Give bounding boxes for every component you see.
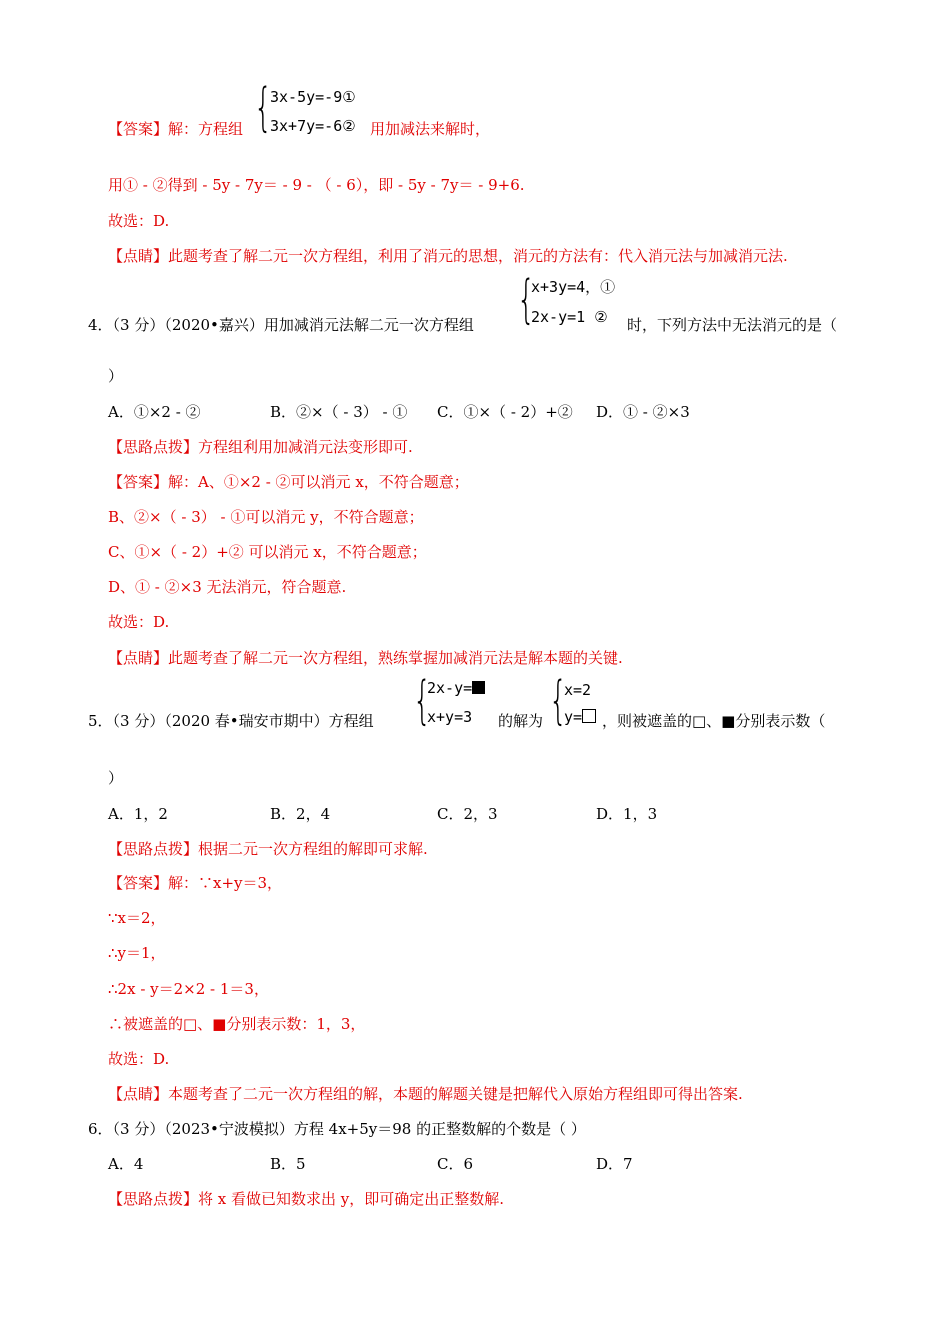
q5-answer-3: ∴y＝1， [108,944,166,962]
q5-equation-2: x+y=3 [427,708,473,726]
covered-square-filled [472,681,485,694]
q4-option-a: A．①×2 - ② [108,403,201,421]
q5-equation-1-text: 2x-y= [427,679,473,697]
q5-stem-close: ） [108,769,124,787]
q4-option-c: C．①×（ - 2）+② [437,403,573,421]
q5-solution-y [564,709,596,726]
q4-answer-d: D、① - ②×3 无法消元，符合题意. [108,578,347,596]
q5-solution-brace: { [549,671,568,731]
q3-comment: 【点睛】此题考查了解二元一次方程组，利用了消元的思想，消元的方法有：代入消元法与加减消元法. [108,247,788,265]
q6-stem: 6．（3 分）（2023•宁波模拟）方程 4x+5y＝98 的正整数解的个数是（ ） [88,1120,586,1138]
q6-hint: 【思路点拨】将 x 看做已知数求出 y，即可确定出正整数解. [108,1190,505,1208]
q4-answer-a: 【答案】解：A、①×2 - ②可以消元 x，不符合题意； [108,473,469,491]
q5-answer-4: ∴2x - y＝2×2 - 1＝3， [108,980,269,998]
q4-option-b: B．②×（ - 3） - ① [270,403,408,421]
q3-system-brace: { [254,78,273,138]
q5-stem-prefix: 5．（3 分）（2020 春•瑞安市期中）方程组 [88,712,374,730]
q4-system-brace: { [517,270,536,330]
q5-stem-middle: 的解为 [498,712,544,730]
q4-stem-suffix: 时，下列方法中无法消元的是（ [627,316,838,334]
q5-system-brace: { [413,671,432,731]
q5-answer-2: ∵x＝2， [108,909,166,927]
q6-option-a: A．4 [108,1155,144,1173]
q4-stem-close: ） [108,367,124,385]
q4-stem-prefix: 4．（3 分）（2020•嘉兴）用加减消元法解二元一次方程组 [88,316,474,334]
q4-choice: 故选：D. [108,613,170,631]
q3-equation-2: 3x+7y=-6② [270,117,356,135]
q4-equation-2: 2x-y=1 ② [531,308,608,326]
q4-option-d: D．① - ②×3 [596,403,690,421]
q3-choice: 故选：D. [108,212,170,230]
q4-equation-1: x+3y=4，① [531,278,616,296]
q5-option-a: A．1，2 [108,805,168,823]
q5-option-c: C．2，3 [437,805,498,823]
q3-equation-1: 3x-5y=-9① [270,88,356,106]
q6-option-b: B．5 [270,1155,306,1173]
q5-choice: 故选：D. [108,1050,170,1068]
q5-answer-1: 【答案】解：∵x+y＝3， [108,874,283,892]
q5-equation-1 [427,680,485,697]
q3-solution-step: 用① - ②得到 - 5y - 7y＝ - 9 - （ - 6），即 - 5y - 7y＝ - 9+6. [108,176,525,194]
q3-answer-prefix: 【答案】解：方程组 [108,120,244,138]
q4-hint: 【思路点拨】方程组利用加减消元法变形即可. [108,438,413,456]
q4-answer-c: C、①×（ - 2）+② 可以消元 x，不符合题意； [108,543,427,561]
covered-square-empty [582,709,596,723]
q3-answer-suffix: 用加减法来解时， [370,120,491,138]
q5-solution-x: x=2 [564,681,592,699]
q5-option-d: D．1，3 [596,805,658,823]
q5-comment: 【点睛】本题考查了二元一次方程组的解，本题的解题关键是把解代入原始方程组即可得出答案. [108,1085,743,1103]
q4-answer-b: B、②×（ - 3） - ①可以消元 y，不符合题意； [108,508,424,526]
q5-solution-y-text: y= [564,708,583,726]
q5-stem-suffix: ，则被遮盖的□、■分别表示数（ [602,712,826,730]
q6-option-d: D．7 [596,1155,633,1173]
q5-hint: 【思路点拨】根据二元一次方程组的解即可求解. [108,840,428,858]
q6-option-c: C．6 [437,1155,474,1173]
q5-answer-5: ∴被遮盖的□、■分别表示数：1，3， [108,1015,366,1033]
q5-option-b: B．2，4 [270,805,331,823]
q4-comment: 【点睛】此题考查了解二元一次方程组，熟练掌握加减消元法是解本题的关键. [108,649,623,667]
